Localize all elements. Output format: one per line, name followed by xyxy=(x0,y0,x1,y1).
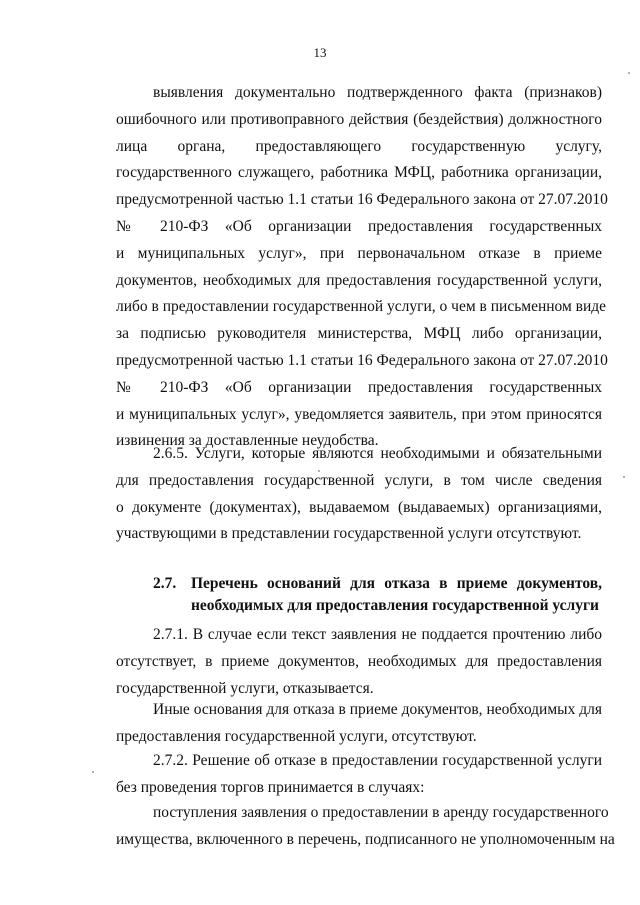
paragraph-2-7-1 xyxy=(116,622,602,702)
paragraph-lease-request xyxy=(116,800,615,854)
text-line: предусмотренной частью 1.1 статьи 16 Федерального закона от 27.07.2010 xyxy=(116,351,608,369)
text-line: за подписью руководителя министерства, МФЦ либо организации, xyxy=(116,325,602,343)
text-line: 2.6.5. Услуги, которые являются необходимыми и обязательными xyxy=(153,445,602,462)
text-line: выявления документально подтвержденного факта (признаков) xyxy=(153,84,602,101)
section-number: 2.7. xyxy=(153,575,177,592)
text-line: ошибочного или противоправного действия (бездействия) должностного xyxy=(116,110,602,128)
text-line: либо в предоставлении государственной услуги, о чем в письменном виде xyxy=(116,298,607,316)
text-line: предоставления государственной услуги, отсутствуют. xyxy=(116,727,477,745)
paragraph-other-grounds xyxy=(116,697,602,751)
scan-speck xyxy=(623,476,625,478)
scan-speck xyxy=(318,470,320,472)
heading-line: Перечень оснований для отказа в приеме документов, xyxy=(191,575,602,592)
paragraph-apology xyxy=(116,80,608,455)
text-line: № 210-ФЗ «Об организации предоставления государственных xyxy=(116,378,602,396)
heading-line: необходимых для предоставления государственной услуги xyxy=(191,597,599,614)
page-number: 13 xyxy=(313,45,327,60)
text-line: государственного служащего, работника МФЦ, работника организации, xyxy=(116,164,602,182)
text-line: и муниципальных услуг», при первоначальном отказе в приеме xyxy=(116,244,602,262)
text-line: для предоставления государственной услуги, в том числе сведения xyxy=(116,471,602,489)
paragraph-2-6-5 xyxy=(116,441,602,548)
paragraph-2-7-2 xyxy=(116,748,602,802)
text-line: без проведения торгов принимается в случаях: xyxy=(116,778,425,796)
text-line: государственной услуги, отказывается. xyxy=(116,679,374,697)
text-line: документов, необходимых для предоставления государственной услуги, xyxy=(116,271,602,289)
scan-speck xyxy=(628,72,630,74)
text-line: участвующими в представлении государственной услуги отсутствуют. xyxy=(116,525,582,543)
section-heading-2-7 xyxy=(116,573,602,617)
text-line: 2.7.2. Решение об отказе в предоставлении государственной услуги xyxy=(153,752,602,769)
text-line: предусмотренной частью 1.1 статьи 16 Федерального закона от 27.07.2010 xyxy=(116,191,608,209)
text-line: лица органа, предоставляющего государственную услугу, xyxy=(116,137,602,155)
text-line: поступления заявления о предоставлении в аренду государственного xyxy=(153,804,609,821)
text-line: Иные основания для отказа в приеме документов, необходимых для xyxy=(153,701,602,718)
scan-speck xyxy=(92,771,94,773)
text-line: № 210-ФЗ «Об организации предоставления государственных xyxy=(116,217,602,235)
text-line: отсутствует, в приеме документов, необходимых для предоставления xyxy=(116,652,602,670)
text-line: имущества, включенного в перечень, подписанного не уполномоченным на xyxy=(116,830,615,848)
text-line: 2.7.1. В случае если текст заявления не поддается прочтению либо xyxy=(153,626,602,643)
text-line: и муниципальных услуг», уведомляется заявитель, при этом приносятся xyxy=(116,405,602,423)
text-line: о документе (документах), выдаваемом (выдаваемых) организациями, xyxy=(116,498,602,516)
text-line: извинения за доставленные неудобства. xyxy=(116,432,379,450)
